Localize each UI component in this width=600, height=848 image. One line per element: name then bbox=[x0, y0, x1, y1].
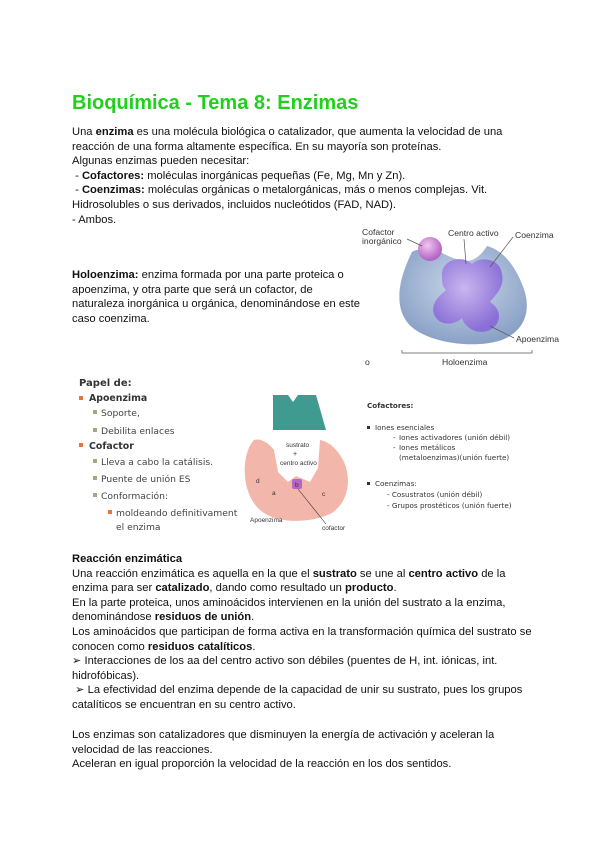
ambos-item: - Ambos. bbox=[72, 213, 117, 226]
iones-heading: Iones esenciales bbox=[375, 423, 435, 432]
role-cofactor: Cofactor bbox=[89, 441, 134, 452]
cofactores-title: Cofactores: bbox=[367, 401, 414, 410]
text: se une al bbox=[356, 567, 409, 580]
final-section bbox=[72, 728, 532, 772]
active-site-figure bbox=[238, 390, 360, 536]
holoenzyme-figure bbox=[362, 222, 562, 372]
cofactor-shape bbox=[418, 237, 442, 261]
label-cofactor-2: inorgánico bbox=[362, 236, 402, 246]
term-coenzimas: Coenzimas: bbox=[81, 184, 145, 197]
term-centro-activo: centro activo bbox=[408, 567, 479, 580]
reaccion-bullet-2: ➢ La efectividad del enzima depende de la capacidad de unir su sustrato, pues los grupos catalíticos se encuentran en su centro activo. bbox=[72, 684, 526, 711]
cofactores-item bbox=[72, 169, 532, 184]
figure-corner-mark: o bbox=[365, 357, 370, 367]
iones-item-1: Iones metálicos bbox=[399, 443, 456, 452]
bullet-icon bbox=[79, 443, 83, 447]
dash: - bbox=[72, 169, 82, 182]
label-holoenzima: Holoenzima bbox=[442, 357, 488, 367]
label-sustrato: sustrato bbox=[286, 442, 310, 449]
cof-item-1: Puente de unión ES bbox=[101, 474, 191, 485]
label-a: a bbox=[272, 490, 276, 497]
label-centro-activo: Centro activo bbox=[448, 228, 499, 238]
label-d: d bbox=[256, 478, 260, 485]
text: moléculas inorgánicas pequeñas (Fe, Mg, Mn y Zn). bbox=[144, 169, 406, 182]
label-b: b bbox=[295, 482, 299, 489]
term-sustrato: sustrato bbox=[312, 567, 357, 580]
iones-item-2: (metaloenzimas)(unión fuerte) bbox=[399, 453, 510, 462]
label-plus: + bbox=[293, 451, 298, 458]
text: En la parte proteica, unos aminoácidos intervienen en la unión del sustrato a la enzima, denominándose bbox=[72, 596, 506, 624]
bullet-icon bbox=[367, 426, 370, 429]
square-bullet-icon bbox=[93, 493, 97, 497]
intro-section bbox=[72, 125, 532, 227]
reaccion-section bbox=[72, 552, 532, 713]
term-catalizado: catalizado bbox=[155, 582, 210, 595]
coenz-item-0: - Cosustratos (unión débil) bbox=[387, 490, 483, 499]
square-bullet-icon bbox=[93, 428, 97, 432]
sub-item-1: el enzima bbox=[116, 522, 161, 533]
text: de la enzima para ser bbox=[72, 567, 506, 595]
cof-item-0: Lleva a cabo la catálisis. bbox=[101, 457, 214, 468]
square-bullet-icon bbox=[93, 410, 97, 414]
bullet-icon bbox=[108, 510, 112, 514]
coenzimas-item bbox=[72, 183, 532, 212]
label-apoenzima: Apoenzima bbox=[516, 334, 559, 344]
term-producto: producto bbox=[345, 582, 394, 595]
coenzimas-heading: Coenzimas: bbox=[375, 479, 417, 488]
square-bullet-icon bbox=[93, 459, 97, 463]
bullet-icon bbox=[79, 396, 83, 400]
role-apoenzima: Apoenzima bbox=[89, 393, 148, 404]
reaccion-heading: Reacción enzimática bbox=[72, 553, 183, 565]
term-cofactores: Cofactores: bbox=[81, 169, 145, 182]
iones-item-0: Iones activadores (unión débil) bbox=[399, 433, 511, 442]
label-centro-activo-2: centro activo bbox=[280, 460, 317, 467]
sub-item-0: moldeando definitivament bbox=[116, 508, 238, 519]
term-enzima: enzima bbox=[95, 126, 134, 138]
page-title: Bioquímica - Tema 8: Enzimas bbox=[72, 92, 359, 114]
dash: - bbox=[393, 443, 396, 452]
square-bullet-icon bbox=[93, 476, 97, 480]
reaccion-p1 bbox=[72, 567, 532, 596]
text: es una molécula biológica o catalizador, que aumenta la velocidad de una reacción de una forma altamente específica. En su mayoría son proteínas. bbox=[72, 126, 503, 153]
text: , dando como resultado un bbox=[209, 582, 346, 595]
roles-figure bbox=[72, 372, 248, 542]
dash: - bbox=[393, 433, 396, 442]
term-residuos-union: residuos de unión bbox=[154, 611, 252, 624]
term-holoenzima: Holoenzima: bbox=[72, 269, 139, 281]
text: Los aminoácidos que participan de forma activa en la transformación química del sustrato se conocen como bbox=[72, 625, 532, 653]
text: . bbox=[252, 640, 256, 653]
substrate-shape bbox=[273, 395, 326, 430]
apo-item-1: Debilita enlaces bbox=[101, 426, 175, 437]
holoenzima-definition bbox=[72, 268, 362, 326]
text: . bbox=[393, 582, 397, 595]
coenz-item-1: - Grupos prostéticos (unión fuerte) bbox=[387, 501, 512, 510]
final-line-2: Aceleran en igual proporción la velocidad de la reacción en los dos sentidos. bbox=[72, 758, 452, 771]
label-coenzima: Coenzima bbox=[515, 230, 554, 240]
needs-line: Algunas enzimas pueden necesitar: bbox=[72, 155, 250, 168]
label-c: c bbox=[322, 491, 326, 498]
enzyme-definition bbox=[72, 125, 532, 154]
text: enzima formada por una parte proteica o apoenzima, y otra parte que será un cofactor, de naturaleza inorgánica u orgánica, denominándose en este caso coenzima. bbox=[72, 269, 360, 325]
roles-heading: Papel de: bbox=[79, 378, 132, 389]
reaccion-bullet-1: ➢ Interacciones de los aa del centro activo son débiles (puentes de H, int. iónicas, int. hidrofóbicas). bbox=[72, 655, 498, 682]
text: Una bbox=[72, 126, 96, 138]
reaccion-p2 bbox=[72, 596, 532, 625]
bullet-icon bbox=[367, 482, 370, 485]
cofactores-figure bbox=[365, 398, 535, 520]
text: . bbox=[251, 611, 255, 624]
coenzyme-shape bbox=[433, 259, 502, 332]
dash: - bbox=[72, 184, 82, 197]
reaccion-p3 bbox=[72, 625, 532, 654]
apo-item-0: Soporte, bbox=[101, 408, 140, 419]
cof-item-2: Conformación: bbox=[101, 491, 169, 502]
label-cofactor-2: cofactor bbox=[322, 525, 346, 532]
text: Una reacción enzimática es aquella en la que el bbox=[72, 567, 313, 580]
label-apoenzima-2: Apoenzima bbox=[250, 517, 283, 524]
final-line-1: Los enzimas son catalizadores que disminuyen la energía de activación y aceleran la velocidad de las reacciones. bbox=[72, 729, 495, 756]
text: moléculas orgánicas o metalorgánicas, más o menos complejas. Vit. Hidrosolubles o sus derivados, incluidos nucleótidos (FAD, NAD). bbox=[72, 184, 488, 211]
label-cofactor-1: Cofactor bbox=[362, 227, 395, 237]
term-residuos-cataliticos: residuos catalíticos bbox=[147, 640, 253, 653]
